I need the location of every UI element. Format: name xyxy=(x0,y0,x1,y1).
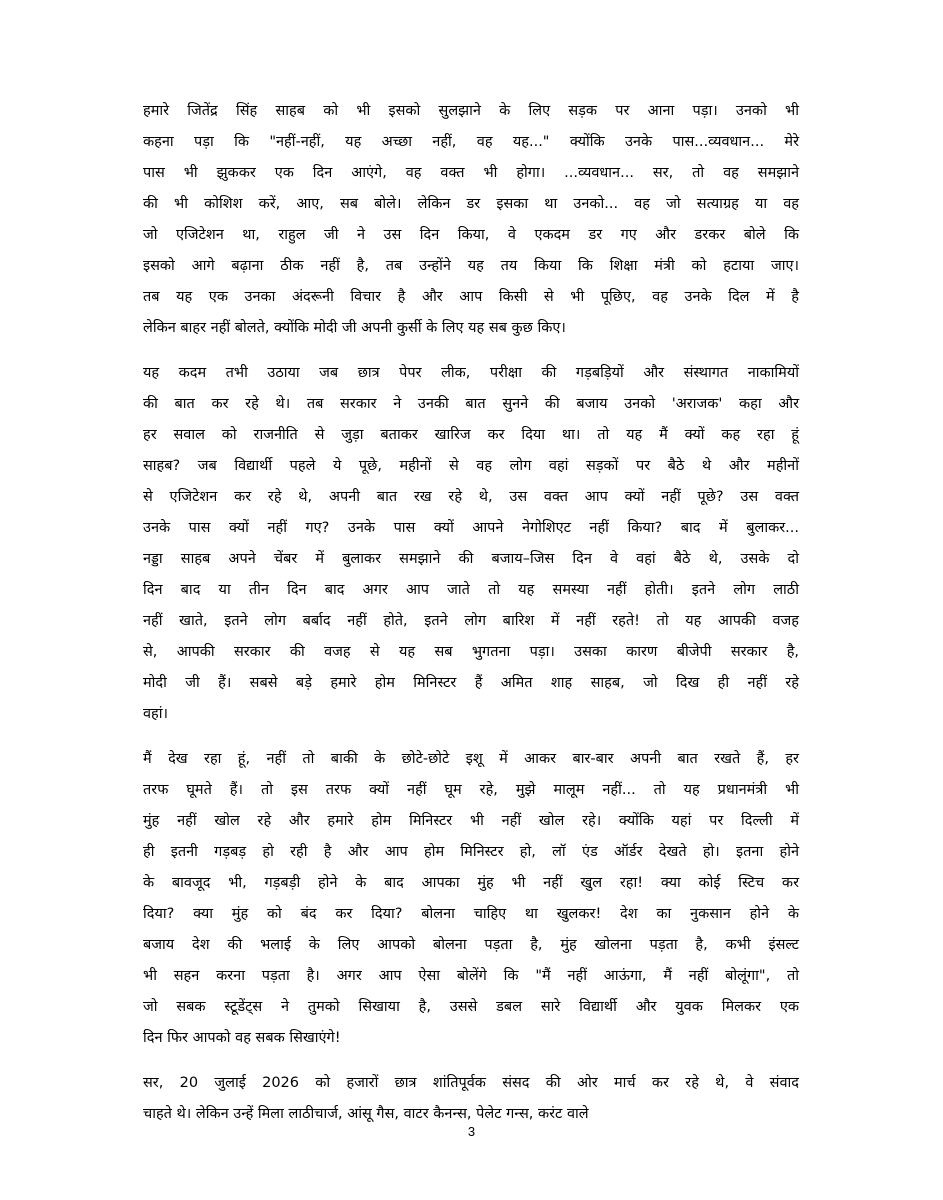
page-number: 3 xyxy=(467,1124,476,1139)
paragraph xyxy=(143,1068,799,1130)
text-line: हमारे जितेंद्र सिंह साहब को भी इसको सुलझाने के लिए सड़क पर आना पड़ा। उनको भी xyxy=(143,103,799,119)
text-line: नहीं खाते, इतने लोग बर्बाद नहीं होते, इतने लोग बारिश में नहीं रहते! तो यह आपकी वजह xyxy=(143,613,799,629)
text-line: साहब? जब विद्यार्थी पहले ये पूछे, महीनों से वह लोग वहां सड़कों पर बैठे थे और महीनों xyxy=(143,458,799,474)
text-line: की बात कर रहे थे। तब सरकार ने उनकी बात सुनने की बजाय उनको 'अराजक' कहा और xyxy=(143,396,799,412)
paragraph xyxy=(143,744,799,1054)
text-line: तरफ घूमते हैं। तो इस तरफ क्यों नहीं घूम रहे, मुझे मालूम नहीं... तो यह प्रधानमंत्री भी xyxy=(143,782,799,798)
text-line: मैं देख रहा हूं, नहीं तो बाकी के छोटे-छोटे इशू में आकर बार-बार अपनी बात रखते हैं, हर xyxy=(143,751,799,767)
paragraph xyxy=(143,358,799,730)
paragraph xyxy=(143,96,799,344)
text-line: तब यह एक उनका अंदरूनी विचार है और आप किसी से भी पूछिए, वह उनके दिल में है xyxy=(143,289,799,305)
text-line: हर सवाल को राजनीति से जुड़ा बताकर खारिज कर दिया था। तो यह मैं क्यों कह रहा हूं xyxy=(143,427,799,443)
text-line: भी सहन करना पड़ता है। अगर आप ऐसा बोलेंगे कि "मैं नहीं आऊंगा, मैं नहीं बोलूंगा", तो xyxy=(143,968,799,984)
text-line: ही इतनी गड़बड़ हो रही है और आप होम मिनिस्टर हो, लॉ एंड ऑर्डर देखते हो। इतना होने xyxy=(143,844,799,860)
text-line: सर, 20 जुलाई 2026 को हजारों छात्र शांतिपूर्वक संसद की ओर मार्च कर रहे थे, वे संवाद xyxy=(143,1075,799,1091)
text-line: से एजिटेशन कर रहे थे, अपनी बात रख रहे थे, उस वक्त आप क्यों नहीं पूछे? उस वक्त xyxy=(143,489,799,505)
text-line: जो सबक स्टूडेंट्स ने तुमको सिखाया है, उससे डबल सारे विद्यार्थी और युवक मिलकर एक xyxy=(143,999,799,1015)
text-line: दिन बाद या तीन दिन बाद अगर आप जाते तो यह समस्या नहीं होती। इतने लोग लाठी xyxy=(143,582,799,598)
text-line: बजाय देश की भलाई के लिए आपको बोलना पड़ता है, मुंह खोलना पड़ता है, कभी इंसल्ट xyxy=(143,937,799,953)
text-line: दिया? क्या मुंह को बंद कर दिया? बोलना चाहिए था खुलकर! देश का नुकसान होने के xyxy=(143,906,799,922)
text-line: कहना पड़ा कि "नहीं-नहीं, यह अच्छा नहीं, वह यह..." क्योंकि उनके पास...व्यवधान... मेरे xyxy=(143,134,799,150)
text-line: यह कदम तभी उठाया जब छात्र पेपर लीक, परीक्षा की गड़बड़ियों और संस्थागत नाकामियों xyxy=(143,365,799,381)
text-line: इसको आगे बढ़ाना ठीक नहीं है, तब उन्होंने यह तय किया कि शिक्षा मंत्री को हटाया जाए। xyxy=(143,258,799,274)
text-line: पास भी झुककर एक दिन आएंगे, वह वक्त भी होगा। ...व्यवधान... सर, तो वह समझाने xyxy=(143,165,799,181)
text-line: लेकिन बाहर नहीं बोलते, क्योंकि मोदी जी अपनी कुर्सी के लिए यह सब कुछ किए। xyxy=(143,320,566,336)
text-line: की भी कोशिश करें, आए, सब बोले। लेकिन डर इसका था उनको... वह जो सत्याग्रह या वह xyxy=(143,196,799,212)
text-line: चाहते थे। लेकिन उन्हें मिला लाठीचार्ज, आंसू गैस, वाटर कैनन्स, पेलेट गन्स, करंट वाले xyxy=(143,1106,589,1122)
text-line: से, आपकी सरकार की वजह से यह सब भुगतना पड़ा। उसका कारण बीजेपी सरकार है, xyxy=(143,644,799,660)
text-line: उनके पास क्यों नहीं गए? उनके पास क्यों आपने नेगोशिएट नहीं किया? बाद में बुलाकर... xyxy=(143,520,799,536)
text-line: दिन फिर आपको वह सबक सिखाएंगे! xyxy=(143,1030,341,1046)
text-line: वहां। xyxy=(143,706,169,722)
text-line: के बावजूद भी, गड़बड़ी होने के बाद आपका मुंह भी नहीं खुल रहा! क्या कोई स्टिच कर xyxy=(143,875,799,891)
page-body xyxy=(143,96,799,1144)
text-line: मोदी जी हैं। सबसे बड़े हमारे होम मिनिस्टर हैं अमित शाह साहब, जो दिख ही नहीं रहे xyxy=(143,675,799,691)
text-line: मुंह नहीं खोल रहे और हमारे होम मिनिस्टर भी नहीं खोल रहे। क्योंकि यहां पर दिल्ली में xyxy=(143,813,799,829)
text-line: जो एजिटेशन था, राहुल जी ने उस दिन किया, वे एकदम डर गए और डरकर बोले कि xyxy=(143,227,799,243)
text-line: नड्डा साहब अपने चेंबर में बुलाकर समझाने की बजाय–जिस दिन वे वहां बैठे थे, उसके दो xyxy=(143,551,799,567)
